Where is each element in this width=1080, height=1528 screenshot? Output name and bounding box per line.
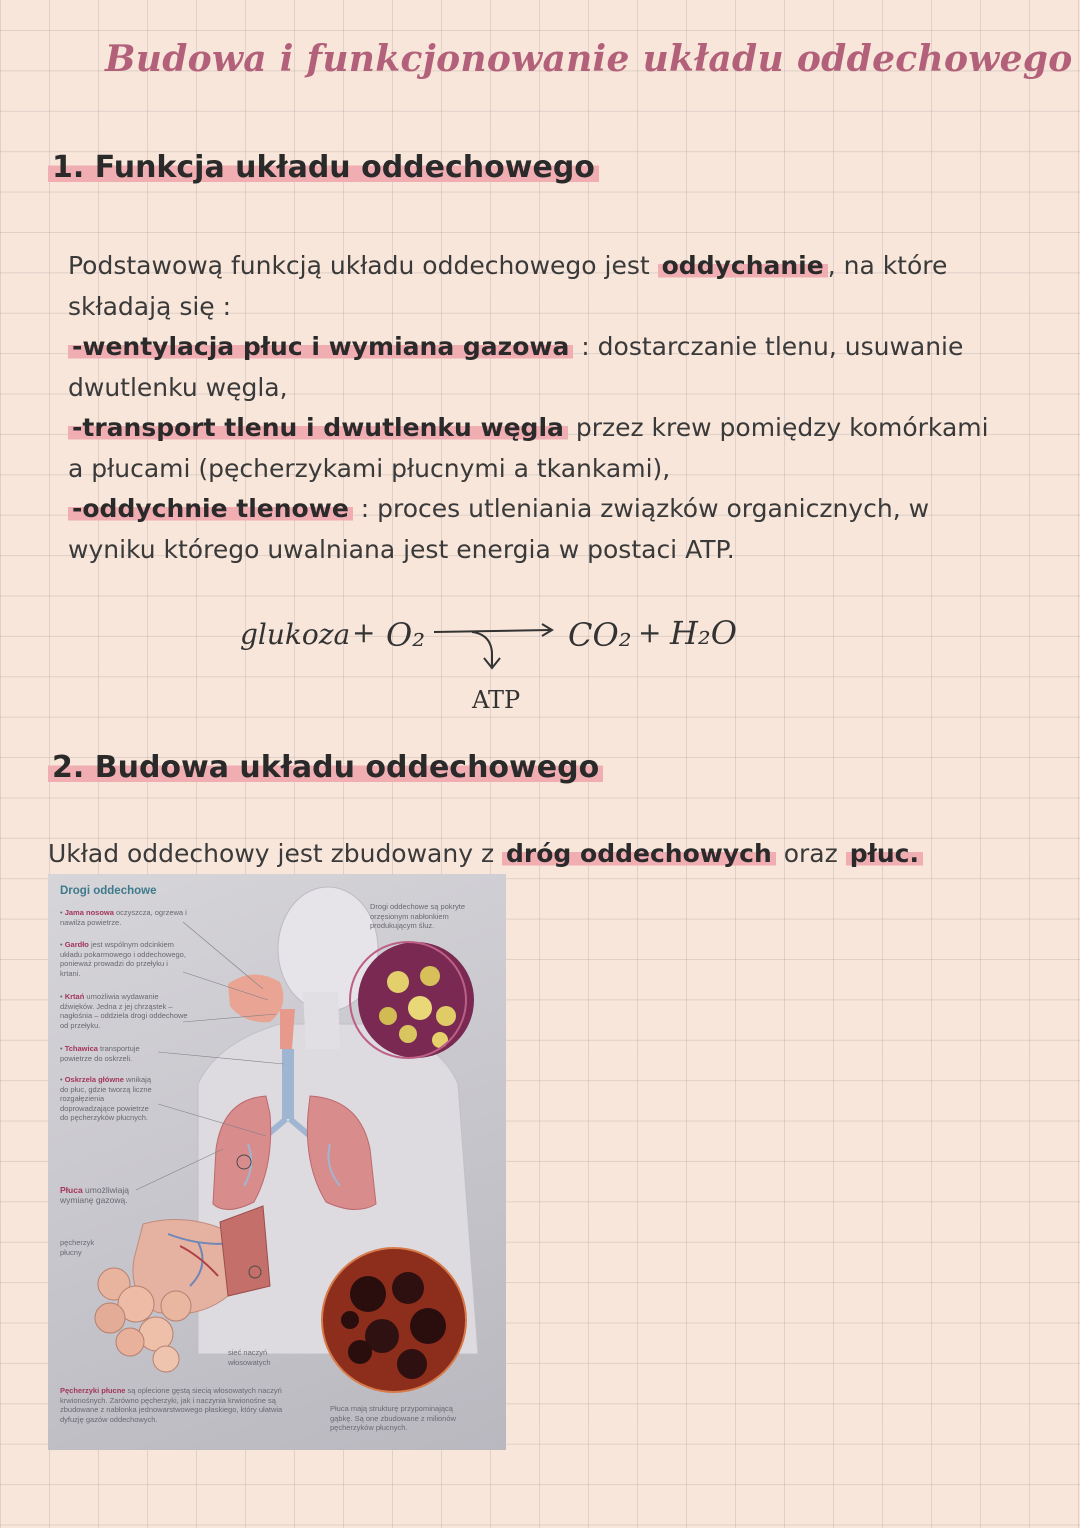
item-2-text: przez krew pomiędzy komórkami a płucami (pęcherzykami płucnymi a tkankami), [68,413,989,483]
caption-larynx: • Krtań umożliwia wydawanie dźwięków. Jedna z jej chrząstek – nagłośnia – oddziela drogi oddechowe od przełyku. [60,992,188,1030]
caption-bronchi: • Oskrzela główne wnikają do płuc, gdzie tworzą liczne rozgałęzienia doprowadzające powietrze do pęcherzyków płucnych. [60,1075,152,1122]
caption-throat-term: Gardło [64,940,89,949]
section-1-heading [48,150,599,185]
item-1-term: -wentylacja płuc i wymiana gazowa [68,332,573,361]
caption-alveoli [60,1386,300,1424]
respiratory-system-figure [48,874,506,1450]
equation-glucose: glukoza [240,618,351,651]
caption-bronchi-term: Oskrzela główne [64,1075,124,1084]
caption-throat: • Gardło jest wspólnym odcinkiem układu pokarmowego i oddechowego, ponieważ prowadzi do przełyku i krtani. [60,940,186,978]
caption-lungs [60,1186,148,1205]
cilia-caption: Drogi oddechowe są pokryte orzęsionym nabłonkiem produkującym śluz. [370,902,466,930]
alveolus-label: pęcherzyk płucny [60,1238,95,1257]
caption-lungs-term: Płuca [60,1185,83,1195]
section-2-term-2: płuc. [846,839,923,868]
capillary-label: sieć naczyń włosowatych [228,1348,271,1367]
section-2-heading-text: 2. Budowa układu oddechowego [48,750,603,785]
caption-throat-text: jest wspólnym odcinkiem układu pokarmowego i oddechowego, ponieważ prowadzi do przełyku i krtani. [60,940,186,978]
caption-alveoli-term: Pęcherzyki płucne [60,1386,126,1395]
section-2-term-1: dróg oddechowych [502,839,776,868]
caption-larynx-text: umożliwia wydawanie dźwięków. Jedna z jej chrząstek – nagłośnia – oddziela drogi oddechowe od przełyku. [60,992,188,1030]
equation-h2o: H₂O [670,614,737,652]
page-title: Budowa i funkcjonowanie układu oddechowego [105,38,1073,80]
caption-trachea: • Tchawica transportuje powietrze do oskrzeli. [60,1044,140,1063]
caption-alveoli-text: są oplecione gęstą siecią włosowatych naczyń krwionośnych. Zarówno pęcherzyki, jak i naczynia krwionośne są zbudowane z nabłonka jednowarstwowego płaskiego, który ułatwia dyfuzję gazów oddechowych. [60,1386,283,1424]
equation-plus-2: + [638,616,662,649]
caption-nose-text: oczyszcza, ogrzewa i nawilża powietrze. [60,908,187,927]
caption-bronchi-text: wnikają do płuc, gdzie tworzą liczne rozgałęzienia doprowadzające powietrze do pęcherzyków płucnych. [60,1075,152,1122]
item-3-term: -oddychnie tlenowe [68,494,353,523]
figure-title: Drogi oddechowe [60,885,157,897]
section-2-heading [48,750,603,785]
item-2-term: -transport tlenu i dwutlenku węgla [68,413,568,442]
section-2-text-before: Układ oddechowy jest zbudowany z [48,839,503,868]
sponge-caption: Płuca mają strukturę przypominającą gąbkę. Są one zbudowane z milionów pęcherzyków płucnych. [330,1404,456,1432]
caption-nose: • Jama nosowa oczyszcza, ogrzewa i nawilża powietrze. [60,908,187,927]
equation-plus-1: + [352,616,376,649]
section-1-paragraph [68,246,1008,570]
respiration-equation [240,610,840,720]
caption-lungs-text: umożliwiają wymianę gazową. [60,1185,129,1205]
caption-trachea-term: Tchawica [64,1044,98,1053]
caption-larynx-term: Krtań [64,992,85,1001]
equation-co2: CO₂ [568,616,632,654]
caption-nose-term: Jama nosowa [64,908,114,917]
equation-o2: O₂ [386,616,426,654]
section-1-heading-text: 1. Funkcja układu oddechowego [48,150,599,185]
section-2-text-mid: oraz [775,839,846,868]
section-2-paragraph [48,834,988,875]
equation-atp: ATP [472,686,521,714]
item-3-text: : proces utleniania związków organicznych, w wyniku którego uwalniana jest energia w postaci ATP. [68,494,930,564]
caption-trachea-text: transportuje powietrze do oskrzeli. [60,1044,140,1063]
reaction-arrow [432,622,562,672]
intro-before: Podstawową funkcją układu oddechowego jest [68,251,658,280]
item-1-text: : dostarczanie tlenu, usuwanie dwutlenku węgla, [68,332,964,402]
intro-after: , na które składają się : [68,251,948,321]
intro-term: oddychanie [658,251,828,280]
